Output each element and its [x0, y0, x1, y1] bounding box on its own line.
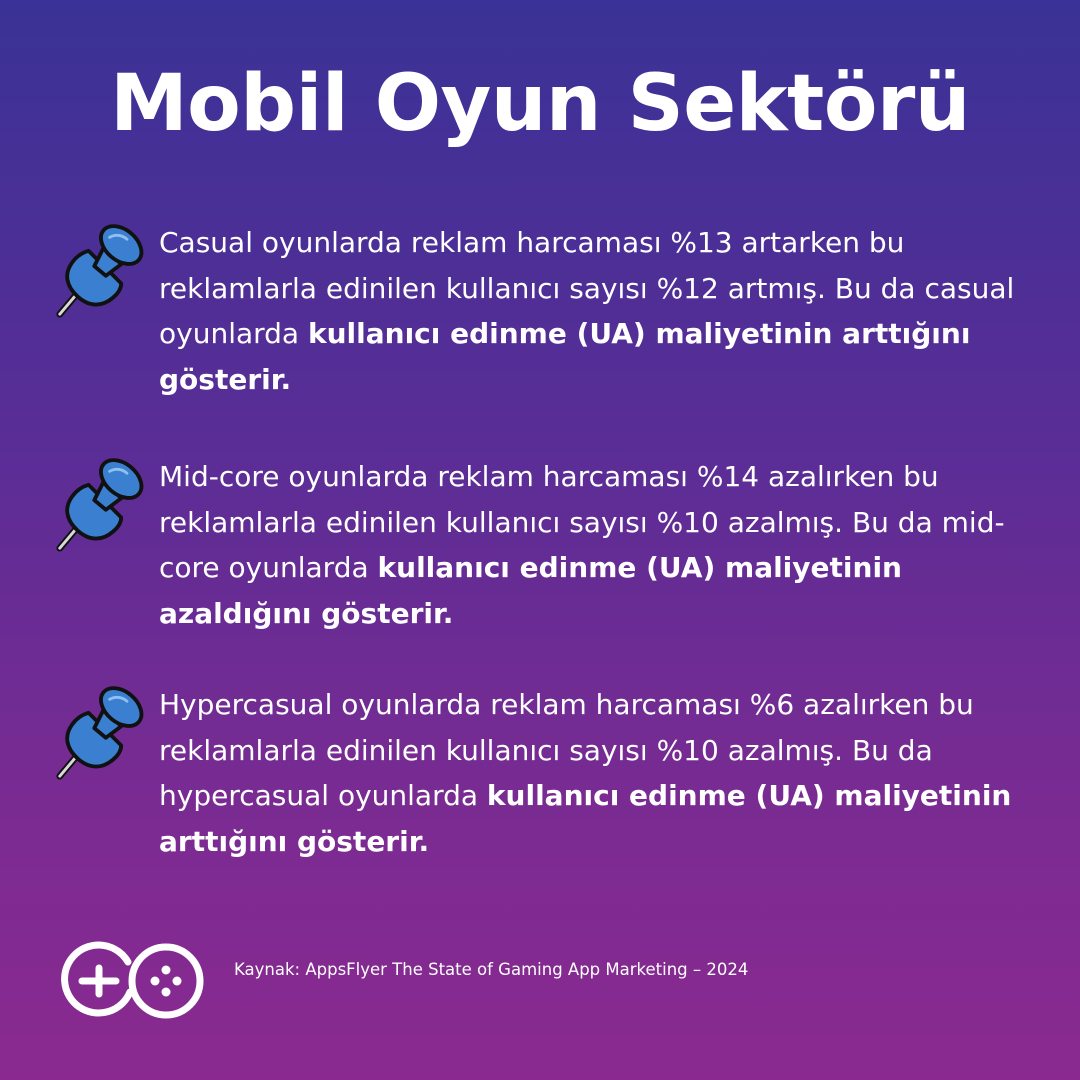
item-text-regular: Mid-core oyunlarda reklam harcaması %14 azalırken bu reklamlarla edinilen kullanıcı sayısı %10 azalmış. Bu da mid-core oyunlarda [159, 460, 1005, 584]
item-text-regular: Casual oyunlarda reklam harcaması %13 artarken bu reklamlarla edinilen kullanıcı sayısı %12 artmış. Bu da casual oyunlarda [159, 226, 1015, 350]
list-item [50, 450, 1040, 650]
list-item [50, 216, 1040, 416]
page-title: Mobil Oyun Sektörü [110, 59, 970, 149]
item-text [159, 220, 1029, 402]
item-text [159, 454, 1029, 636]
source-citation: Kaynak: AppsFlyer The State of Gaming App Marketing – 2024 [234, 960, 749, 979]
pushpin-icon [54, 454, 150, 554]
pushpin-icon [54, 220, 150, 320]
list-item [50, 678, 1040, 878]
item-text-bold: kullanıcı edinme (UA) maliyetinin arttığını gösterir. [159, 779, 1012, 858]
item-text-bold: kullanıcı edinme (UA) maliyetinin arttığını gösterir. [159, 317, 971, 396]
pushpin-icon [54, 682, 150, 782]
item-text [159, 682, 1029, 864]
go-gamepad-logo [58, 940, 208, 1020]
item-text-bold: kullanıcı edinme (UA) maliyetinin azaldığını gösterir. [159, 551, 902, 630]
item-text-regular: Hypercasual oyunlarda reklam harcaması %6 azalırken bu reklamlarla edinilen kullanıcı sayısı %10 azalmış. Bu da hypercasual oyunlarda [159, 688, 974, 812]
